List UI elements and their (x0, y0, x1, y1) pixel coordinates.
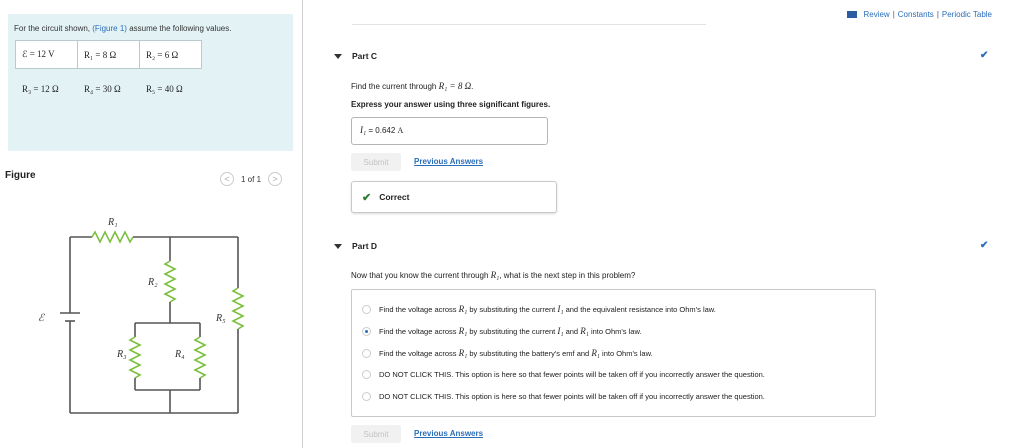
figure-link[interactable]: (Figure 1) (92, 24, 127, 33)
value-r1: R₁ = 8 Ω (78, 41, 140, 69)
part-c-title[interactable]: Part C (352, 51, 378, 61)
book-icon (847, 11, 857, 18)
option-5-radio[interactable] (362, 392, 371, 401)
label-r5: R₅ (216, 313, 226, 324)
option-4-radio[interactable] (362, 370, 371, 379)
value-r2: R₂ = 6 Ω (140, 41, 202, 69)
value-r4: R₄ = 30 Ω (78, 69, 140, 109)
circuit-diagram (20, 205, 260, 435)
part-c-instruction: Express your answer using three significant figures. (351, 100, 551, 109)
figure-heading: Figure (5, 170, 36, 181)
constants-link[interactable]: Constants (897, 10, 934, 19)
part-c-submit-button[interactable]: Submit (351, 153, 401, 171)
values-intro: For the circuit shown, (Figure 1) assume the following values. (14, 24, 232, 33)
part-d-title[interactable]: Part D (352, 241, 378, 251)
part-d-question: Now that you know the current through R₁, what is the next step in this problem? (351, 270, 636, 280)
label-r3: R₃ (117, 349, 127, 360)
option-5[interactable]: DO NOT CLICK THIS. This option is here so that fewer points will be taken off if you incorrectly answer the question. (362, 392, 765, 401)
left-panel (0, 0, 303, 448)
review-link[interactable]: Review (863, 10, 890, 19)
part-d-previous-answers-link[interactable]: Previous Answers (414, 429, 484, 438)
label-r1: R₁ (108, 217, 118, 228)
prev-figure-button[interactable]: < (220, 172, 234, 186)
part-c-answer-field[interactable]: I₁ = 0.642 A (351, 117, 548, 145)
part-c-complete-check-icon: ✔ (980, 50, 989, 61)
part-c-feedback: ✔ Correct (351, 181, 557, 213)
periodic-table-link[interactable]: Periodic Table (941, 10, 992, 19)
part-d-options (351, 289, 876, 417)
values-table (15, 40, 202, 109)
next-figure-button[interactable]: > (268, 172, 282, 186)
top-links: Review | Constants | Periodic Table (847, 10, 992, 19)
correct-check-icon: ✔ (362, 191, 372, 204)
label-r4: R₄ (175, 349, 185, 360)
value-r3: R₃ = 12 Ω (16, 69, 78, 109)
label-r2: R₂ (148, 277, 158, 288)
option-2[interactable]: Find the voltage across R₁ by substituting the current I₁ and R₁ into Ohm's law. (362, 326, 642, 336)
figure-pager (220, 172, 282, 186)
option-3[interactable]: Find the voltage across R₁ by substituting the battery's emf and R₁ into Ohm's law. (362, 348, 653, 358)
option-3-radio[interactable] (362, 349, 371, 358)
part-c-previous-answers-link[interactable]: Previous Answers (414, 157, 484, 166)
part-c-question: Find the current through R₁ = 8 Ω. (351, 81, 474, 91)
value-emf: ℰ = 12 V (16, 41, 78, 69)
option-1[interactable]: Find the voltage across R₁ by substituting the current I₁ and the equivalent resistance into Ohm's law. (362, 304, 716, 314)
part-d-complete-check-icon: ✔ (980, 240, 989, 251)
option-4[interactable]: DO NOT CLICK THIS. This option is here so that fewer points will be taken off if you incorrectly answer the question. (362, 370, 765, 379)
collapse-part-c-icon[interactable] (334, 54, 342, 59)
given-values-panel (8, 14, 293, 151)
part-d-submit-button[interactable]: Submit (351, 425, 401, 443)
figure-count: 1 of 1 (241, 174, 262, 184)
value-r5: R₅ = 40 Ω (140, 69, 202, 109)
collapse-part-d-icon[interactable] (334, 244, 342, 249)
option-1-radio[interactable] (362, 305, 371, 314)
option-2-radio[interactable] (362, 327, 371, 336)
label-emf: ℰ (38, 313, 45, 324)
divider (352, 24, 706, 25)
